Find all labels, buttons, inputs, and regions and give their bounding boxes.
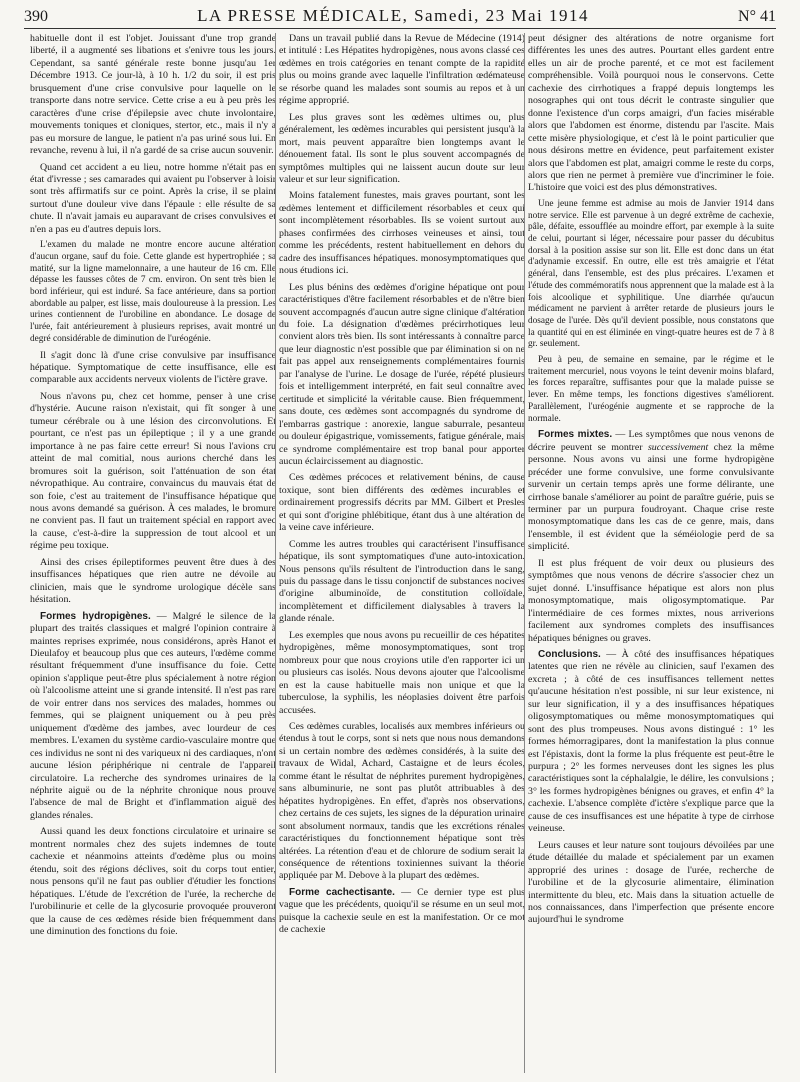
paragraph: Il est plus fréquent de voir deux ou plusieurs des symptômes que nous venons de décrire s'associer chez un sujet donné. L'insuffisance hépatique est alors non plus monosymptomatique, mais oligosymptomatique. Par l'intermédiaire de ces formes mixtes, nous arriverions facilement aux syndromes complets des insuffisances hépatiques bénignes ou graves. — [528, 557, 774, 644]
page-number: 390 — [24, 8, 48, 25]
section-paragraph — [528, 429, 774, 554]
header-rule — [24, 28, 776, 29]
paragraph: Les plus graves sont les œdèmes ultimes ou, plus généralement, les œdèmes incurables qui persistent jusqu'à la mort, mais peuvent apparaître bien longtemps avant le dénouement fatal. Ils sont le plus souvent accompagnés de symptômes multiples qui ne laissent aucun doute sur leur valeur et sur leur signification. — [279, 111, 525, 185]
column-3 — [528, 33, 774, 1073]
column-divider — [524, 33, 525, 1073]
section-paragraph — [30, 611, 276, 823]
section-heading: Forme cachectisante. — [289, 886, 395, 898]
journal-name: LA PRESSE MÉDICALE, — [197, 6, 409, 25]
section-heading: Conclusions. — [538, 648, 601, 660]
section-text: — Les symptômes que nous venons de décrire peuvent se montrer — [528, 429, 774, 453]
paragraph: Nous n'avons pu, chez cet homme, penser à une crise d'hystérie. Aucune raison n'existait, qui fît songer à une tumeur cérébrale ou à une lésion des circonvolutions. Et pourtant, ce n'est pas un épileptique ; il y a une grande importance à ne pas faire cette erreur! Si nous l'avions cru atteint de mal comitial, nous aurions cherché dans les bromures soit la guérison, soit l'atténuation de son état névropathique. Au contraire, convaincus du mauvais état de son foie, c'est au traitement de l'insuffisance hépatique que nous avons demandé sa guérison. À ces malades, le bromure ne convient pas. Il faut un traitement spécial en rapport avec la cause, c'est-à-dire la suppression de tout alcool et un régime peu toxique. — [30, 390, 276, 552]
section-paragraph — [279, 887, 525, 937]
column-2 — [279, 33, 525, 1073]
paragraph: Il s'agit donc là d'une crise convulsive par insuffisance hépatique. Symptomatique de cette insuffisance, elle est comparable aux accidents nerveux violents de l'ictère grave. — [30, 349, 276, 386]
paragraph: Aussi quand les deux fonctions circulatoire et urinaire se montrent normales chez des sujets indemnes de toute cachexie et néanmoins atteints d'œdème plus ou moins étendu, soit des régions déclives, soit du corps tout entier, nous pensons qu'il ne faut pas oublier d'étudier les fonctions hépatiques. L'étude de l'excrétion de l'urée, la recherche de l'urobilinurie et celle de la glycosurie provoquée prouveront que la cause de ces œdèmes réside bien fréquemment dans une diminution des fonctions du foie. — [30, 826, 276, 937]
section-text: — À côté des insuffisances hépatiques latentes que rien ne révèle au clinicien, sauf l'examen des excreta ; à côté de ces insuffisances tellement nettes qu'aucune hésitation n'est possible, ni sur leur existence, ni sur leur signification, il y a des insuffisances hépatiques oligosymptomatiques ou même monosymptomatiques qui sont des plus trompeuses. Nous avons distingué : 1° les formes hémorragipares, dont la manifestation la plus connue est l'épistaxis, dont la forme la plus fréquente est peut-être le purpura ; 2° les formes nerveuses dont les signes les plus caractéristiques sont la céphalalgie, le délire, les convulsions ; 3° les formes hydropigènes bénignes ou graves, et enfin 4° la cachexie. L'absence complète d'ictère s'explique parce que la cause de ces insuffisances est une hépatite à type de cirrhose veineuse. — [528, 648, 774, 835]
paragraph: Moins fatalement funestes, mais graves pourtant, sont les œdèmes lentement et difficilement résorbables et ceux qui sont incomplètement résorbables. Ils se voient surtout aux phases confirmées des cirrhoses veineuses et ainsi, tout comme les précédents, restent habituellement en dehors du cadre des insuffisances hépatiques. monosymptomatiques que nous étudions ici. — [279, 190, 525, 277]
case-paragraph: Peu à peu, de semaine en semaine, par le régime et le traitement mercuriel, nous voyons le teint devenir moins blafard, les forces reparaître, suffisantes pour que la malade puisse se lever. En même temps, les fonctions digestives s'améliorent. Parallèlement, l'uréogénie augmente et se rapproche de la normale. — [528, 355, 774, 424]
running-title — [197, 6, 589, 26]
paragraph: Comme les autres troubles qui caractérisent l'insuffisance hépatique, ils sont symptomatiques d'une auto-intoxication. Nous pensons qu'ils résultent de l'introduction dans le sang, puis du passage dans le tissu conjonctif de substances nocives d'origine albuminoïde, de constitution colloïdale, incomplètement et difficilement dialysables à travers la glande rénale. — [279, 538, 525, 625]
paragraph: Leurs causes et leur nature sont toujours dévoilées par une étude détaillée du malade et spécialement par un examen approprié des urines : dosage de l'urée, recherche de l'urobiline et de la glycosurie alimentaire, élimination intermittente du bleu, etc. Mais dans la situation actuelle de nos connaissances, dans l'imperfection que présente encore aujourd'hui le syndrome — [528, 839, 774, 926]
column-divider — [275, 33, 276, 1073]
paragraph: Dans un travail publié dans la Revue de Médecine (1914) et intitulé : Les Hépatites hydropigènes, nous avons classé ces œdèmes en trois catégories en tenant compte de la rapidité plus ou moins grande avec laquelle l'infiltration œdémateuse se résorbe quand les malades sont soumis au repos et à un régime approprié. — [279, 33, 525, 107]
section-text: chez la même personne. Nous avons vu ainsi une forme hydropigène précéder une forme convulsive, une forme convulsivante survenir un certain temps après une forme délirante, une cirrhose banale s'améliorer au point de paraître guérie, puis se terminer par un purpura foudroyant. Chaque crise reste monosymptomatique dans les cas de ce genre, mais, dans l'ensemble, il est évident que la séméiologie perd de sa simplicité. — [528, 441, 774, 553]
case-paragraph: L'examen du malade ne montre encore aucune altération d'aucun organe, sauf du foie. Cette glande est hypertrophiée ; sa matité, sur la ligne mamelonnaire, a une hauteur de 16 cm. Elle dépasse les fausses côtes de 7 cm. environ. On sent très bien le bord inférieur, qui est induré. Sa face antérieure, dans sa portion abordable au palper, est lisse, mais douloureuse à la pression. Les urines contiennent de l'urobiline en abondance. Le dosage de l'urée, fait antérieurement à plusieurs reprises, avait montré un degré considérable de diminution de l'uréogénie. — [30, 240, 276, 344]
issue-date: Samedi, 23 Mai 1914 — [414, 6, 589, 25]
paragraph: Les exemples que nous avons pu recueillir de ces hépatites hydropigènes, même monosymptomatiques, sont trop nombreux pour que nous croyions utile d'en rapporter ici un ou plusieurs cas isolés. Nous devons ajouter que l'alcoolisme en est la cause habituelle mais non unique et que la tuberculose, la syphilis, les néoplasies doivent être parfois accusées. — [279, 629, 525, 716]
section-heading: Formes hydropigènes. — [40, 610, 151, 622]
paragraph: Quand cet accident a eu lieu, notre homme n'était pas en état d'ivresse ; ses camarades qui avaient pu l'observer à loisir sont très affirmatifs sur ce point. Après la crise, il se plaint surtout d'une douleur vive dans l'épaule : elle résulte de sa chute. Il n'avait jamais eu auparavant de crises convulsives et n'en a pas eu d'autres depuis lors. — [30, 161, 276, 235]
section-text: — Ce dernier type est plus vague que les précédents, quoiqu'il se résume en un seul mot, puisque la cachexie seule en est la manifestation. Or ce mot de cachexie — [279, 886, 525, 936]
column-1 — [30, 33, 276, 1073]
paragraph: Les plus bénins des œdèmes d'origine hépatique ont pour caractéristiques d'être facilement résorbables et de n'être bien souvent accompagnés d'aucun autre signe clinique d'altération du foie. La désignation d'œdèmes précirrhotiques leur convient alors très bien. Ils sont intéressants à connaître parce que leur diagnostic n'est possible que par élimination si on ne fait pas appel aux renseignements complémentaires fournis par l'analyse de l'urine. Le dosage de l'urée, répété plusieurs fois et intelligemment interprété, en fait seul connaître avec certitude et simplicité la véritable cause. Bien fréquemment, sans doute, ces œdèmes sont accompagnés du syndrome de l'embarras gastrique : anorexie, langue saburrale, pesanteur ou douleur épigastrique, vomissements, fatigue générale, mais ce syndrome complémentaire est trop banal pour apporter aucun éclaircissement au diagnostic. — [279, 281, 525, 467]
running-header — [24, 6, 776, 26]
case-paragraph: Une jeune femme est admise au mois de Janvier 1914 dans notre service. Elle est parvenue à un degré extrême de cachexie, pâle, défaite, essoufflée au moindre effort, par exemple à la suite de celui, pourtant si léger, nécessaire pour passer du décubitus dorsal à la position assise sur son lit. Elle est donc dans un état d'adynamie excessif. En outre, elle est très amaigrie et l'état général, dans l'ensemble, est des plus précaires. L'examen et l'étude des commémoratifs nous apprennent que la malade est à la fois alcoolique et syphilitique. Une diarrhée qu'aucun médicament ne parvient à arrêter retarde de plusieurs jours le dosage de l'urée. Dès qu'il devient possible, nous constatons que la quantité qui en est éliminée en vingt-quatre heures est de 7 à 8 gr. seulement. — [528, 198, 774, 350]
issue-number: N° 41 — [738, 8, 776, 25]
paragraph: Ainsi des crises épileptiformes peuvent être dues à des insuffisances hépatiques que rien autre ne dévoile au clinicien, mais que le syndrome urologique décèle sans hésitation. — [30, 556, 276, 606]
paragraph: Ces œdèmes curables, localisés aux membres inférieurs ou étendus à tout le corps, sont si nets que nous nous demandons si un certain nombre des œdèmes considérés, à la suite des travaux de Widal, Achard, Castaigne et de leurs écoles, comme étant le résultat de néphrites purement hydropigènes, sans albuminurie, ne sont pas plutôt attribuables à des hépatites hydropigènes. En effet, d'après nos observations, chez certains de ces sujets, les signes de la dépuration urinaire sont absolument normaux, tandis que les excrétions rénales caractéristiques du fonctionnement hépatique sont très altérées. La rétention d'eau et de chlorure de sodium serait la conséquence de rétentions toxiniennes suivant la théorie appliquée par M. Debove à la plupart des œdèmes. — [279, 721, 525, 882]
section-paragraph — [528, 649, 774, 836]
emphasis: successivement — [647, 441, 709, 453]
paragraph: peut désigner des altérations de notre organisme fort différentes les unes des autres. Pourtant elles gardent entre elles un air de proche parenté, et ce mot est facilement compréhensible. Voilà pourquoi nous le conservons. Cette cachexie des cirrhotiques a frappé depuis longtemps les nosographes qui ont tous décrit le contraste singulier que donne l'existence d'un corps amaigri, d'un facies misérable alors que l'abdomen est énorme, distendu par l'ascite. Mais cette misère physiologique, et c'est là le point particulier que nous désirons mettre en évidence, peut parfaitement exister alors que l'abdomen est plat, amaigri comme le reste du corps, alors que rien ne permet à première vue d'incriminer le foie. L'histoire que voici est des plus démonstratives. — [528, 33, 774, 194]
paragraph: Ces œdèmes précoces et relativement bénins, de cause toxique, sont bien différents des œdèmes incurables et ordinairement progressifs décrits par MM. Gilbert et Presles et qui sont d'origine phlébitique, étant dus à une altération de la veine cave inférieure. — [279, 472, 525, 534]
section-text: — Malgré le silence de la plupart des traités classiques et malgré l'opinion contraire à maintes reprises exprimée, nous considérons, après Hanot et Dieulafoy et beaucoup plus que ces auteurs, l'œdème comme résultant fréquemment d'une insuffisance du foie. Cette opinion s'applique peut-être plus spécialement à notre région où l'alcoolisme atteint une si grande intensité. Il n'est pas rare de voir entrer dans nos services des malades, hommes ou femmes, qui se plaignent uniquement ou à peu près uniquement d'œdème des jambes, avec lourdeur de ces membres. L'examen du système cardio-vasculaire montre que ces individus ne sont ni des variqueux ni des cardiaques, n'ont aucune lésion périphérique ni centrale de l'appareil circulatoire. La recherche des syndromes urinaires de la néphrite aiguë ou de la néphrite chronique nous prouve l'absence de mal de Bright et d'inflammation aiguë des glandes rénales. — [30, 610, 276, 821]
section-heading: Formes mixtes. — [538, 429, 613, 441]
paragraph: habituelle dont il est l'objet. Jouissant d'une trop grande liberté, il a augmenté ses libations et s'enivre tous les jours. Cependant, sa santé générale reste bonne jusqu'au 1er Décembre 1913. Ce jour-là, à 10 h. 1/2 du soir, il est pris brusquement d'une crise convulsive pour laquelle on le transporte dans notre service. Cette crise a eu à peu près les caractères d'une crise d'épilepsie avec chute involontaire, mouvements toniques et cloniques, stertor, etc., mais il n'y a pas eu morsure de langue, le patient n'a pas uriné sous lui. En revanche, revenu à lui, il n'a gardé de sa crise aucun souvenir. — [30, 33, 276, 157]
